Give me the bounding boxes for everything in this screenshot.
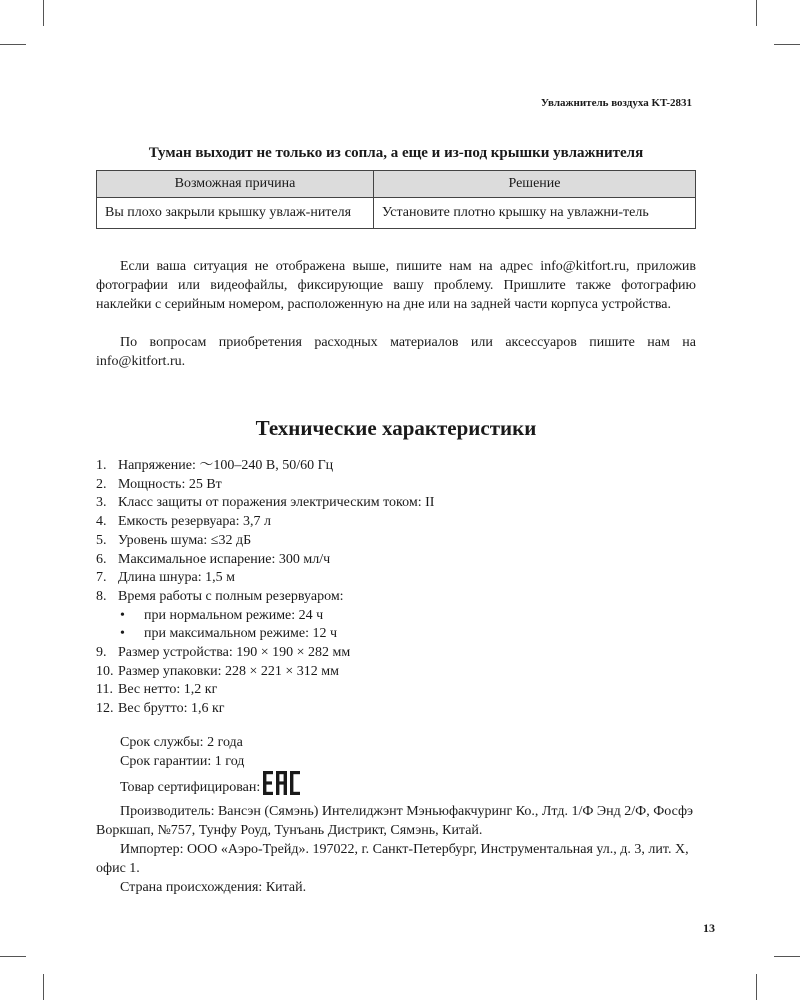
spec-sub-text: при нормальном режиме: 24 ч bbox=[144, 607, 324, 623]
crop-mark bbox=[43, 0, 44, 26]
spec-item bbox=[96, 700, 696, 719]
importer bbox=[96, 840, 696, 878]
accessories-text: По вопросам приобретения расходных материалов или аксессуаров пишите нам на info@kitfort.ru. bbox=[96, 335, 696, 369]
spec-number: 2. bbox=[96, 476, 107, 492]
eac-mark-icon bbox=[263, 771, 303, 801]
spec-item bbox=[96, 681, 696, 700]
spec-item bbox=[96, 663, 696, 682]
spec-number: 10. bbox=[96, 663, 114, 679]
page-number: 13 bbox=[703, 921, 715, 935]
certification bbox=[96, 771, 696, 801]
solution-cell: Установите плотно крышку на увлажни-тель bbox=[374, 198, 696, 229]
crop-mark bbox=[756, 0, 757, 26]
spec-text: Вес нетто: 1,2 кг bbox=[118, 682, 218, 698]
spec-text: Время работы с полным резервуаром: bbox=[118, 588, 344, 604]
spec-item bbox=[96, 569, 696, 588]
spec-item bbox=[96, 494, 696, 513]
spec-text: Уровень шума: ≤32 дБ bbox=[118, 532, 252, 548]
spec-text: Класс защиты от поражения электрическим током: II bbox=[118, 495, 435, 511]
spec-text: Емкость резервуара: 3,7 л bbox=[118, 514, 271, 530]
spec-text: Размер упаковки: 228 × 221 × 312 мм bbox=[118, 663, 340, 679]
troubleshooting-table bbox=[96, 170, 696, 229]
bullet-icon: • bbox=[120, 607, 125, 623]
spec-sub-item bbox=[96, 607, 696, 626]
crop-mark bbox=[756, 974, 757, 1000]
contact-text: Если ваша ситуация не отображена выше, пишите нам на адрес info@kitfort.ru, приложив фотографии или видеофайлы, фиксирующие вашу проблему. Пришлите также фотографию наклейки с серийным номером, расположенную на дне или на задней части корпуса устройства. bbox=[96, 259, 696, 312]
specs-list bbox=[96, 457, 696, 719]
spec-sub-item bbox=[96, 625, 696, 644]
specs-title: Технические характеристики bbox=[255, 416, 537, 440]
spec-number: 5. bbox=[96, 532, 107, 548]
importer-text: Импортер: ООО «Аэро-Трейд». 197022, г. Санкт-Петербург, Инструментальная ул., д. 3, лит. Х, офис 1. bbox=[96, 842, 689, 877]
crop-mark bbox=[774, 44, 800, 45]
spec-item bbox=[96, 588, 696, 607]
spec-text: Вес брутто: 1,6 кг bbox=[118, 701, 225, 717]
manufacturer-text: Производитель: Вансэн (Сямэнь) Интелиджэнт Мэньюфакчуринг Ко., Лтд. 1/Ф Энд 2/Ф, Фосфэ Воркшап, №757, Тунфу Роуд, Тунъань Дистрикт, Сямэнь, Китай. bbox=[96, 803, 694, 838]
certified-text: Товар сертифицирован: bbox=[120, 780, 261, 796]
running-head: Увлажнитель воздуха KT-2831 bbox=[540, 97, 692, 109]
warranty bbox=[96, 752, 696, 771]
service-life bbox=[96, 733, 696, 752]
product-info bbox=[96, 733, 696, 898]
table-header-row bbox=[97, 171, 696, 198]
spec-number: 12. bbox=[96, 701, 114, 717]
service-life-text: Срок службы: 2 года bbox=[120, 735, 243, 750]
troubleshooting-title: Туман выходит не только из сопла, а еще и из-под крышки увлажнителя bbox=[148, 145, 644, 161]
bullet-icon: • bbox=[120, 626, 125, 642]
spec-number: 11. bbox=[96, 682, 113, 698]
spec-number: 6. bbox=[96, 551, 107, 567]
spec-item bbox=[96, 551, 696, 570]
warranty-text: Срок гарантии: 1 год bbox=[120, 754, 245, 770]
spec-text: Размер устройства: 190 × 190 × 282 мм bbox=[118, 645, 351, 661]
spec-text: Длина шнура: 1,5 м bbox=[118, 570, 235, 586]
cause-cell: Вы плохо закрыли крышку увлаж-нителя bbox=[97, 198, 374, 229]
crop-mark bbox=[43, 974, 44, 1000]
origin bbox=[96, 878, 696, 897]
column-header-cause: Возможная причина bbox=[97, 171, 374, 198]
crop-mark bbox=[774, 956, 800, 957]
spec-text: Напряжение: ～100–240 В, 50/60 Гц bbox=[118, 458, 334, 473]
crop-mark bbox=[0, 956, 26, 957]
spec-item bbox=[96, 644, 696, 663]
manufacturer bbox=[96, 802, 696, 840]
column-header-solution: Решение bbox=[374, 171, 696, 198]
spec-item bbox=[96, 532, 696, 551]
spec-text: Мощность: 25 Вт bbox=[118, 476, 222, 492]
table-row bbox=[97, 198, 696, 229]
spec-item bbox=[96, 476, 696, 495]
spec-text: Максимальное испарение: 300 мл/ч bbox=[118, 551, 331, 567]
spec-number: 7. bbox=[96, 570, 107, 586]
spec-number: 9. bbox=[96, 645, 107, 661]
spec-item bbox=[96, 457, 696, 476]
spec-number: 8. bbox=[96, 588, 107, 604]
spec-item bbox=[96, 513, 696, 532]
spec-number: 1. bbox=[96, 458, 107, 473]
origin-text: Страна происхождения: Китай. bbox=[120, 880, 307, 896]
spec-sub-text: при максимальном режиме: 12 ч bbox=[144, 626, 338, 642]
spec-number: 3. bbox=[96, 495, 107, 511]
accessories-paragraph bbox=[96, 333, 696, 371]
spec-number: 4. bbox=[96, 514, 107, 530]
contact-paragraph bbox=[96, 257, 696, 314]
crop-mark bbox=[0, 44, 26, 45]
